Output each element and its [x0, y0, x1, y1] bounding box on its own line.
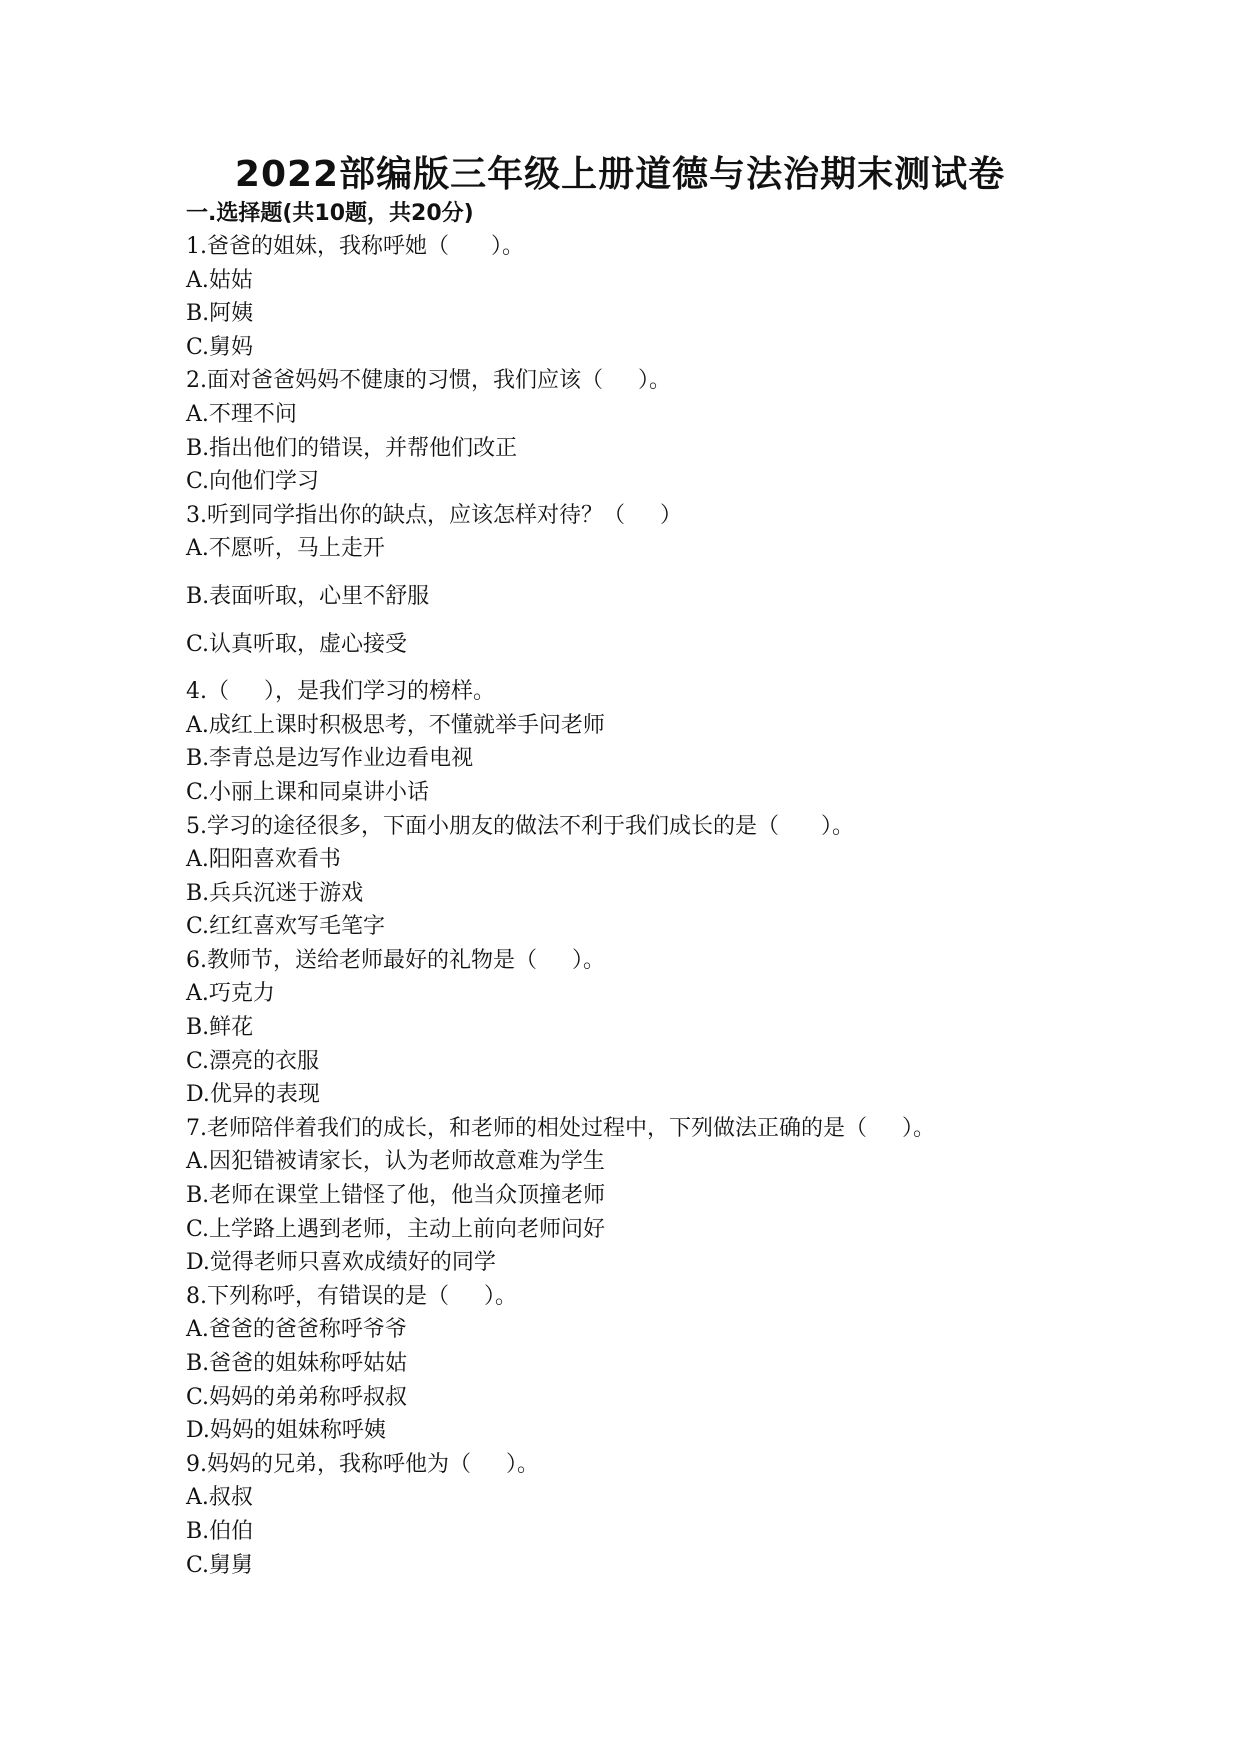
question-6	[186, 944, 1146, 1112]
option-d: D.妈妈的姐妹称呼姨	[186, 1418, 386, 1444]
option-a: A.姑姑	[186, 267, 253, 293]
question-stem: 2.面对爸爸妈妈不健康的习惯，我们应该（ ）。	[186, 368, 671, 394]
option-b: B.兵兵沉迷于游戏	[186, 880, 364, 906]
option-a: A.爸爸的爸爸称呼爷爷	[186, 1317, 407, 1343]
option-c: C.红红喜欢写毛笔字	[186, 914, 386, 940]
option-c: C.认真听取，虚心接受	[186, 631, 408, 657]
question-stem: 7.老师陪伴着我们的成长，和老师的相处过程中，下列做法正确的是（ ）。	[186, 1115, 935, 1141]
question-stem: 5.学习的途径很多，下面小朋友的做法不利于我们成长的是（ ）。	[186, 813, 854, 839]
option-a: A.不理不问	[186, 401, 297, 427]
question-3	[186, 499, 1146, 661]
option-c: C.漂亮的衣服	[186, 1048, 320, 1074]
option-c: C.妈妈的弟弟称呼叔叔	[186, 1384, 408, 1410]
option-b: B.阿姨	[186, 301, 254, 327]
question-1	[186, 230, 1146, 364]
option-c: C.舅舅	[186, 1552, 254, 1578]
option-d: D.优异的表现	[186, 1082, 320, 1108]
question-stem: 3.听到同学指出你的缺点，应该怎样对待？（ ）	[186, 502, 682, 528]
section-heading: 一.选择题(共10题，共20分)	[186, 201, 474, 226]
option-c: C.向他们学习	[186, 469, 320, 495]
option-a: A.因犯错被请家长，认为老师故意难为学生	[186, 1149, 605, 1175]
question-9	[186, 1448, 1146, 1582]
option-b: B.伯伯	[186, 1518, 254, 1544]
question-7	[186, 1112, 1146, 1280]
option-b: B.指出他们的错误，并帮他们改正	[186, 435, 518, 461]
question-4	[186, 675, 1146, 809]
option-b: B.鲜花	[186, 1015, 254, 1041]
option-d: D.觉得老师只喜欢成绩好的同学	[186, 1250, 496, 1276]
option-b: B.表面听取，心里不舒服	[186, 583, 430, 609]
option-c: C.舅妈	[186, 334, 254, 360]
option-a: A.成红上课时积极思考，不懂就举手问老师	[186, 712, 605, 738]
question-2	[186, 364, 1146, 498]
option-a: A.叔叔	[186, 1485, 253, 1511]
question-stem: 6.教师节，送给老师最好的礼物是（ ）。	[186, 947, 605, 973]
question-stem: 1.爸爸的姐妹，我称呼她（ ）。	[186, 234, 524, 259]
question-stem: 8.下列称呼，有错误的是（ ）。	[186, 1283, 517, 1309]
question-8	[186, 1280, 1146, 1448]
option-b: B.爸爸的姐妹称呼姑姑	[186, 1351, 408, 1376]
question-stem: 9.妈妈的兄弟，我称呼他为（ ）。	[186, 1451, 539, 1477]
option-c: C.上学路上遇到老师，主动上前向老师问好	[186, 1216, 606, 1242]
option-b: B.老师在课堂上错怪了他，他当众顶撞老师	[186, 1183, 606, 1209]
page-title: 2022部编版三年级上册道德与法治期末测试卷	[234, 154, 1006, 195]
question-list	[186, 230, 1146, 1582]
option-c: C.小丽上课和同桌讲小话	[186, 779, 430, 805]
question-stem: 4.（ ），是我们学习的榜样。	[186, 679, 495, 705]
question-5	[186, 810, 1146, 944]
option-a: A.巧克力	[186, 981, 275, 1007]
option-a: A.阳阳喜欢看书	[186, 847, 341, 873]
option-a: A.不愿听，马上走开	[186, 536, 385, 562]
option-b: B.李青总是边写作业边看电视	[186, 746, 474, 772]
